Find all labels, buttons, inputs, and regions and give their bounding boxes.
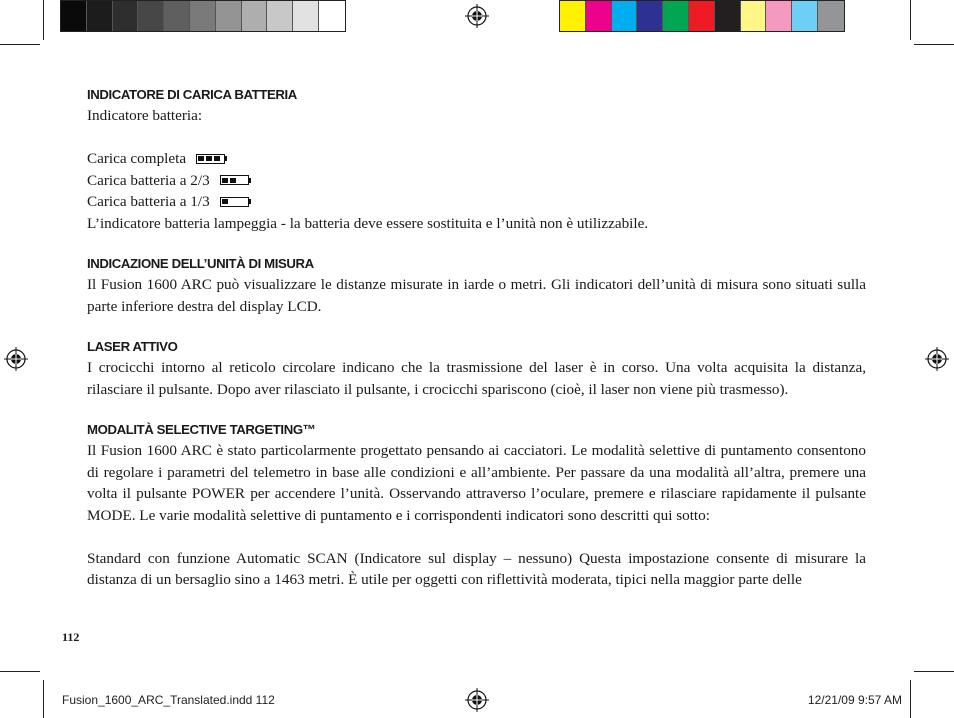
calibration-swatch [586,1,612,31]
battery-icon [220,175,251,185]
calibration-swatch [242,1,268,31]
battery-intro: Indicatore batteria: [87,107,203,124]
calibration-swatch [766,1,792,31]
targeting-section [87,420,866,591]
calibration-swatch [293,1,319,31]
units-text: Il Fusion 1600 ARC può visualizzare le distanze misurate in iarde o metri. Gli indicatori dell’unità di misura sono situati sulla parte inferiore destra del display LCD. [87,276,866,315]
section-heading: LASER ATTIVO [87,339,178,354]
calibration-swatch [792,1,818,31]
calibration-swatch [216,1,242,31]
crop-mark [43,0,44,40]
battery-level-label: Carica batteria a 1/3 [87,193,210,210]
section-heading: INDICATORE DI CARICA BATTERIA [87,87,297,102]
calibration-swatch [190,1,216,31]
section-heading: INDICAZIONE DELL’UNITÀ DI MISURA [87,256,314,271]
battery-section [87,85,866,234]
battery-icon [196,154,227,164]
calibration-swatch [818,1,844,31]
registration-mark-icon [465,4,489,28]
crop-mark [910,0,911,40]
laser-section [87,337,866,400]
crop-mark [914,671,954,672]
battery-level-list [87,148,866,213]
crop-mark [0,44,40,45]
battery-level-label: Carica batteria a 2/3 [87,171,210,189]
standard-mode-text: Standard con funzione Automatic SCAN (Indicatore sul display – nessuno) Questa impostazione consente di misurare la distanza di un bersaglio sino a 1463 metri. È utile per oggetti con riflettività moderata, tipici nella maggior parte delle [87,549,866,588]
page-content [87,85,866,591]
slug-file: Fusion_1600_ARC_Translated.indd 112 [62,693,275,707]
crop-mark [43,680,44,718]
calibration-swatch [560,1,586,31]
laser-text: I crocicchi intorno al reticolo circolare indicano che la trasmissione del laser è in corso. Una volta acquisita la distanza, rilasciare il pulsante. Dopo aver rilasciato il pulsante, i crocicchi spariscono (cioè, il laser non viene più trasmesso). [87,359,866,398]
crop-mark [910,680,911,718]
calibration-swatch [87,1,113,31]
calibration-swatch [138,1,164,31]
battery-level-row [87,191,866,213]
section-heading: MODALITÀ SELECTIVE TARGETING™ [87,422,316,437]
units-section [87,254,866,317]
calibration-swatch [61,1,87,31]
battery-level-row [87,170,866,192]
page-number: 112 [62,630,80,644]
crop-mark [0,671,40,672]
calibration-swatch [612,1,638,31]
color-calibration-bar [559,0,845,32]
battery-level-label: Carica completa [87,150,187,167]
calibration-swatch [715,1,741,31]
registration-mark-icon [925,347,949,371]
battery-note: L’indicatore batteria lampeggia - la batteria deve essere sostituita e l’unità non è utilizzabile. [87,214,649,232]
battery-icon [220,197,251,207]
registration-mark-icon [465,688,489,712]
calibration-swatch [164,1,190,31]
calibration-swatch [637,1,663,31]
slug-datetime: 12/21/09 9:57 AM [807,693,902,707]
calibration-swatch [319,1,345,31]
registration-mark-icon [4,347,28,371]
targeting-text: Il Fusion 1600 ARC è stato particolarmente progettato pensando ai cacciatori. Le modalità selettive di puntamento consentono di regolare i parametri del telemetro in base alle condizioni e all’ambiente. Per passare da una modalità all’altra, premere una volta il pulsante POWER per accendere l’unità. Osservando attraverso l’oculare, premere e rilasciare rapidamente il pulsante MODE. Le varie modalità selettive di puntamento e i corrispondenti indicatori sono descritti qui sotto: [87,442,866,524]
calibration-swatch [663,1,689,31]
crop-mark [914,44,954,45]
calibration-swatch [113,1,139,31]
calibration-swatch [267,1,293,31]
calibration-swatch [689,1,715,31]
calibration-swatch [741,1,767,31]
grayscale-calibration-bar [60,0,346,32]
battery-level-row [87,148,866,170]
